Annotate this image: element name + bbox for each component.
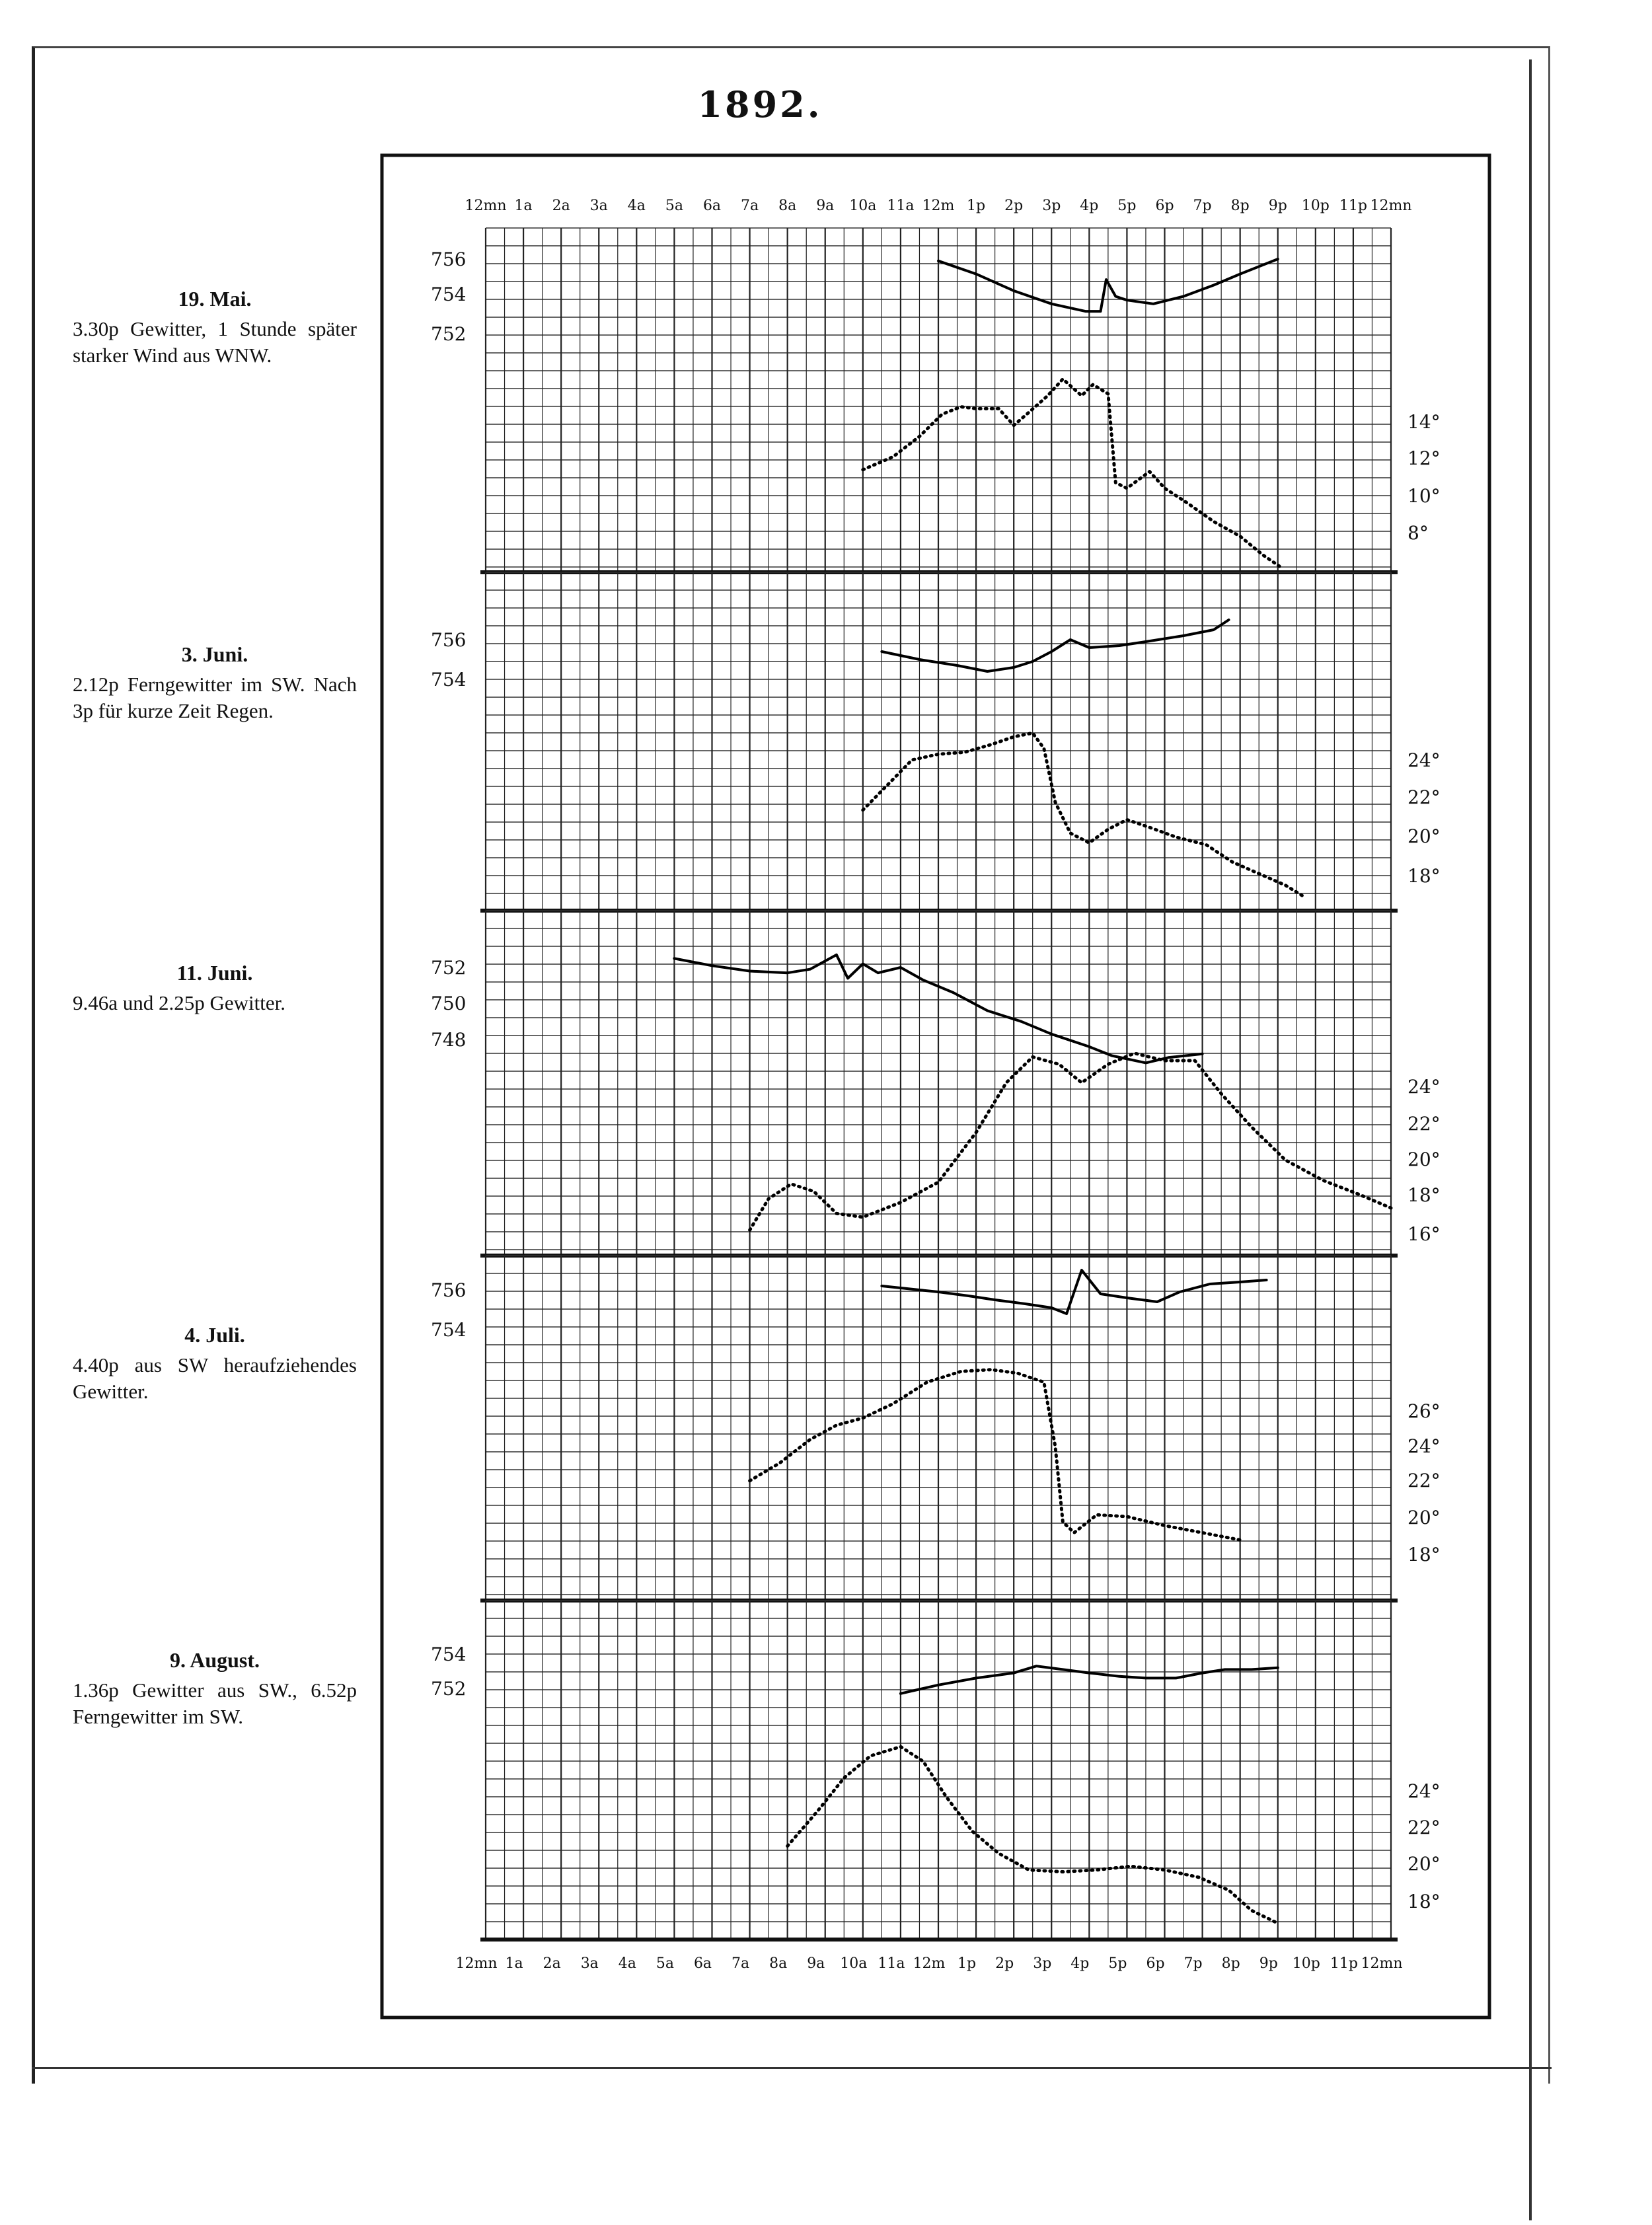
pressure-tick-label: 754 <box>431 1643 467 1665</box>
temperature-tick-label: 14° <box>1408 411 1441 433</box>
temperature-tick-label: 10° <box>1408 485 1441 507</box>
x-tick-label-top: 1p <box>967 198 986 214</box>
x-tick-label-top: 9p <box>1268 198 1287 214</box>
x-tick-label-bottom: 12mn <box>455 1955 498 1972</box>
temperature-tick-label: 24° <box>1408 749 1441 771</box>
x-tick-label-bottom: 9p <box>1259 1955 1278 1972</box>
x-tick-label-top: 3a <box>589 198 608 214</box>
annotation-text: 9.46a und 2.25p Gewitter. <box>73 991 286 1014</box>
temperature-series-line <box>863 733 1304 897</box>
x-tick-label-top: 7a <box>741 198 759 214</box>
temperature-tick-label: 24° <box>1408 1076 1441 1098</box>
pressure-tick-label: 754 <box>431 1319 467 1341</box>
temperature-tick-label: 20° <box>1408 1507 1441 1528</box>
annotation-text: 4.40p aus SW heraufziehendes Gewitter. <box>73 1353 357 1403</box>
temperature-tick-label: 8° <box>1408 522 1429 544</box>
annotation-text: 3.30p Gewitter, 1 Stunde später starker Wind aus WNW. <box>73 317 357 367</box>
pressure-tick-label: 748 <box>431 1029 467 1051</box>
x-tick-label-top: 10p <box>1301 198 1330 214</box>
temperature-tick-label: 18° <box>1408 1184 1441 1206</box>
pressure-tick-label: 752 <box>431 957 467 979</box>
x-tick-label-top: 4p <box>1080 198 1099 214</box>
temperature-series-line <box>863 379 1282 568</box>
x-tick-label-bottom: 6a <box>693 1955 712 1972</box>
temperature-tick-label: 26° <box>1408 1400 1441 1422</box>
temperature-tick-label: 20° <box>1408 1853 1441 1875</box>
x-tick-label-bottom: 3a <box>580 1955 599 1972</box>
x-tick-label-top: 12mn <box>465 198 507 214</box>
x-tick-label-bottom: 7a <box>732 1955 750 1972</box>
pressure-tick-label: 756 <box>431 629 467 651</box>
x-tick-label-bottom: 4p <box>1070 1955 1090 1972</box>
pressure-tick-label: 756 <box>431 248 467 270</box>
pressure-tick-label: 754 <box>431 669 467 691</box>
x-tick-label-bottom: 10a <box>840 1955 868 1972</box>
temperature-tick-label: 22° <box>1408 1113 1441 1135</box>
x-tick-label-bottom: 5a <box>656 1955 674 1972</box>
annotation-date: 3. Juni. <box>181 642 248 666</box>
temperature-tick-label: 18° <box>1408 865 1441 887</box>
x-tick-label-top: 8p <box>1230 198 1250 214</box>
x-tick-label-top: 4a <box>627 198 646 214</box>
pressure-tick-label: 752 <box>431 1678 467 1700</box>
x-tick-label-top: 11a <box>887 198 915 214</box>
temperature-tick-label: 18° <box>1408 1891 1441 1912</box>
temperature-tick-label: 22° <box>1408 786 1441 808</box>
x-tick-label-bottom: 9a <box>807 1955 825 1972</box>
x-tick-label-top: 1a <box>514 198 533 214</box>
x-tick-label-top: 12mn <box>1370 198 1412 214</box>
x-tick-label-top: 3p <box>1042 198 1061 214</box>
temperature-tick-label: 24° <box>1408 1780 1441 1802</box>
chart-panel <box>431 911 1441 1256</box>
x-tick-label-bottom: 3p <box>1033 1955 1052 1972</box>
annotation-text: 2.12p Ferngewitter im SW. Nach 3p für kurze Zeit Regen. <box>73 673 357 722</box>
x-tick-label-bottom: 8a <box>769 1955 788 1972</box>
temperature-tick-label: 20° <box>1408 1149 1441 1170</box>
x-tick-label-bottom: 12m <box>913 1955 946 1972</box>
chart-panel <box>431 228 1441 572</box>
x-tick-label-top: 6a <box>702 198 722 214</box>
x-tick-label-bottom: 1p <box>957 1955 977 1972</box>
x-tick-label-bottom: 12mn <box>1361 1955 1403 1972</box>
temperature-tick-label: 12° <box>1408 447 1441 469</box>
x-tick-label-top: 12m <box>922 198 955 214</box>
x-tick-label-bottom: 6p <box>1146 1955 1165 1972</box>
annotation-date: 11. Juni. <box>176 961 253 985</box>
annotation-date: 19. Mai. <box>178 287 252 311</box>
x-tick-label-bottom: 2p <box>995 1955 1014 1972</box>
annotation-text: 1.36p Gewitter aus SW., 6.52p Ferngewitter im SW. <box>73 1678 357 1728</box>
x-tick-label-top: 7p <box>1193 198 1212 214</box>
pressure-series-line <box>882 1270 1266 1314</box>
annotation-date: 9. August. <box>169 1648 260 1672</box>
x-tick-label-top: 10a <box>849 198 877 214</box>
pressure-series-line <box>882 620 1228 671</box>
pressure-tick-label: 752 <box>431 323 467 345</box>
x-tick-label-bottom: 11p <box>1330 1955 1358 1972</box>
chart-frame <box>382 155 1489 2018</box>
x-tick-label-bottom: 1a <box>505 1955 523 1972</box>
x-tick-label-bottom: 5p <box>1108 1955 1127 1972</box>
x-tick-label-bottom: 4a <box>618 1955 636 1972</box>
x-tick-label-top: 2a <box>552 198 570 214</box>
chart-panel <box>431 1601 1441 1940</box>
x-tick-label-top: 2p <box>1004 198 1024 214</box>
x-tick-label-top: 8a <box>778 198 797 214</box>
x-tick-label-bottom: 11a <box>878 1955 905 1972</box>
temperature-tick-label: 22° <box>1408 1817 1441 1838</box>
temperature-tick-label: 22° <box>1408 1470 1441 1491</box>
pressure-tick-label: 754 <box>431 283 467 305</box>
temperature-tick-label: 18° <box>1408 1544 1441 1565</box>
temperature-tick-label: 24° <box>1408 1435 1441 1457</box>
x-tick-label-top: 5a <box>665 198 683 214</box>
x-tick-label-bottom: 8p <box>1221 1955 1240 1972</box>
temperature-tick-label: 20° <box>1408 825 1441 847</box>
temperature-tick-label: 16° <box>1408 1223 1441 1245</box>
chart-panel <box>431 572 1441 911</box>
pressure-tick-label: 756 <box>431 1279 467 1301</box>
page-year-title: 1892. <box>697 83 823 126</box>
x-tick-label-bottom: 10p <box>1292 1955 1320 1972</box>
x-tick-label-top: 9a <box>816 198 835 214</box>
annotation-date: 4. Juli. <box>184 1323 245 1347</box>
chart-panel <box>431 1256 1441 1601</box>
x-tick-label-top: 5p <box>1117 198 1137 214</box>
x-tick-label-bottom: 2a <box>543 1955 561 1972</box>
x-tick-label-top: 11p <box>1339 198 1367 214</box>
x-tick-label-bottom: 7p <box>1183 1955 1203 1972</box>
x-tick-label-top: 6p <box>1155 198 1174 214</box>
pressure-tick-label: 750 <box>431 993 467 1014</box>
